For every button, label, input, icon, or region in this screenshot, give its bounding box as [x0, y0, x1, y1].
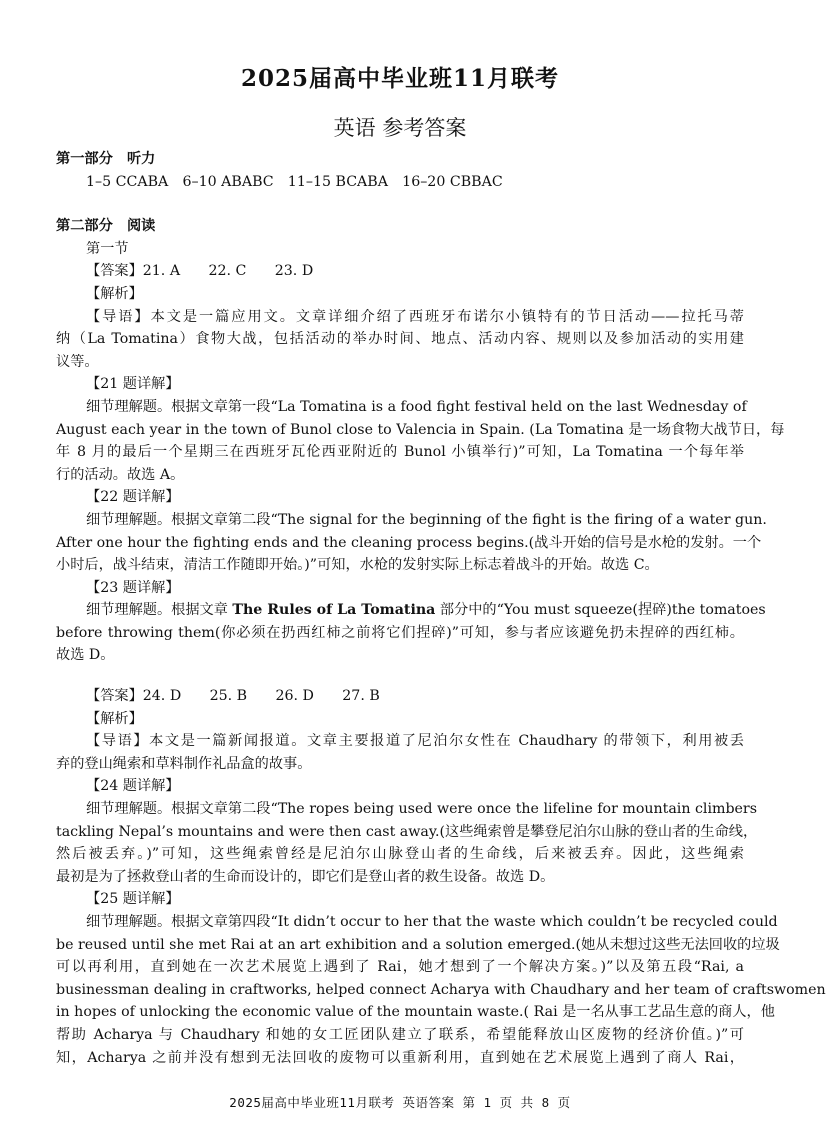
q24-line: 然后被丢弃。)”可知，这些绳索曾经是尼泊尔山脉登山者的生命线，后来被丢弃。因此，这些绳索	[56, 846, 744, 863]
q25-line: 知，Acharya 之前并没有想到无法回收的废物可以重新利用，直到她在艺术展览上遇到了商人 Rai，	[56, 1049, 744, 1066]
passage-b-answers: 【答案】24. D 25. B 26. D 27. B	[86, 688, 380, 705]
q25-line: be reused until she met Rai at an art exhibition and a solution emerged.(她从未想过这些无法回收的垃圾	[56, 936, 780, 953]
q25-line: businessman dealing in craftworks, helped connect Acharya with Chaudhary and her team of craftswomen	[56, 981, 826, 998]
q21-line: 细节理解题。根据文章第一段“La Tomatina is a food fight festival held on the last Wednesday of	[86, 398, 747, 415]
passage-a-guide-line: 【导语】本文是一篇应用文。文章详细介绍了西班牙布诺尔小镇特有的节日活动——拉托马蒂	[86, 308, 744, 325]
page-footer: 2025届高中毕业班11月联考 英语答案 第 1 页 共 8 页	[229, 1095, 571, 1110]
q23-text: 部分中的“You must squeeze(捏碎)the tomatoes	[435, 602, 766, 619]
passage-a-analysis-label: 【解析】	[86, 285, 143, 302]
q22-line: After one hour the fighting ends and the cleaning process begins.(战斗开始的信号是水枪的发射。一个	[56, 534, 762, 551]
passage-a-guide-line: 议等。	[56, 353, 99, 370]
q24-line: 最初是为了拯救登山者的生命而设计的，即它们是登山者的救生设备。故选 D。	[56, 868, 555, 885]
part2-heading: 第二部分 阅读	[56, 218, 156, 235]
q23-line: before throwing them(你必须在扔西红柿之前将它们捏碎)”可知，参与者应该避免扔未捏碎的西红柿。	[56, 624, 744, 641]
q21-label: 【21 题详解】	[86, 376, 180, 393]
passage-a-answers: 【答案】21. A 22. C 23. D	[86, 263, 314, 280]
passage-b-guide-line: 【导语】本文是一篇新闻报道。文章主要报道了尼泊尔女性在 Chaudhary 的带领下，利用被丢	[86, 733, 744, 750]
q25-line: in hopes of unlocking the economic value of the mountain waste.( Rai 是一名从事工艺品生意的商人，他	[56, 1004, 775, 1021]
q25-line: 细节理解题。根据文章第四段“It didn’t occur to her that the waste which couldn’t be recycled could	[86, 914, 778, 930]
part1-answers: 1–5 CCABA 6–10 ABABC 11–15 BCABA 16–20 CBBAC	[86, 173, 503, 190]
passage-b-analysis-label: 【解析】	[86, 710, 143, 727]
passage-b-guide-line: 弃的登山绳索和草料制作礼品盒的故事。	[56, 755, 312, 772]
q23-line	[56, 599, 766, 622]
q22-label: 【22 题详解】	[86, 489, 180, 506]
q24-line: tackling Nepal’s mountains and were then cast away.(这些绳索曾是攀登尼泊尔山脉的登山者的生命线，	[56, 823, 758, 840]
q23-label: 【23 题详解】	[86, 579, 180, 596]
q21-line: 年 8 月的最后一个星期三在西班牙瓦伦西亚附近的 Bunol 小镇举行)”可知，La Tomatina 一个每年举	[56, 444, 744, 461]
q24-label: 【24 题详解】	[86, 778, 180, 795]
q25-line: 可以再利用，直到她在一次艺术展览上遇到了 Rai，她才想到了一个解决方案。)”以及第五段“Rai, a	[56, 959, 744, 976]
q25-line: 帮助 Acharya 与 Chaudhary 和她的女工匠团队建立了联系，希望能释放山区废物的经济价值。)”可	[56, 1026, 744, 1043]
q21-line: 行的活动。故选 A。	[56, 466, 185, 483]
page-content	[56, 148, 826, 1069]
passage-a-guide-line: 纳（La Tomatina）食物大战，包括活动的举办时间、地点、活动内容、规则以及参加活动的实用建	[56, 331, 744, 348]
part1-heading: 第一部分 听力	[56, 151, 156, 167]
section-heading: 第一节	[86, 240, 129, 257]
q22-line: 细节理解题。根据文章第二段“The signal for the beginning of the fight is the firing of a water gun.	[86, 511, 767, 528]
q22-line: 小时后，战斗结束，清洁工作随即开始。)”可知，水枪的发射实际上标志着战斗的开始。故选 C。	[56, 557, 659, 574]
page-title: 2025届高中毕业班11月联考	[240, 65, 560, 92]
q24-line: 细节理解题。根据文章第二段“The ropes being used were once the lifeline for mountain climbers	[86, 801, 757, 818]
q23-line: 故选 D。	[56, 647, 115, 664]
q23-section-title: The Rules of La Tomatina	[232, 602, 436, 619]
q21-line: August each year in the town of Bunol close to Valencia in Spain. (La Tomatina 是一场食物大战节日，每	[56, 421, 785, 438]
page-subtitle: 英语 参考答案	[333, 116, 467, 140]
q25-label: 【25 题详解】	[86, 891, 180, 908]
q23-text: 细节理解题。根据文章	[86, 602, 233, 619]
